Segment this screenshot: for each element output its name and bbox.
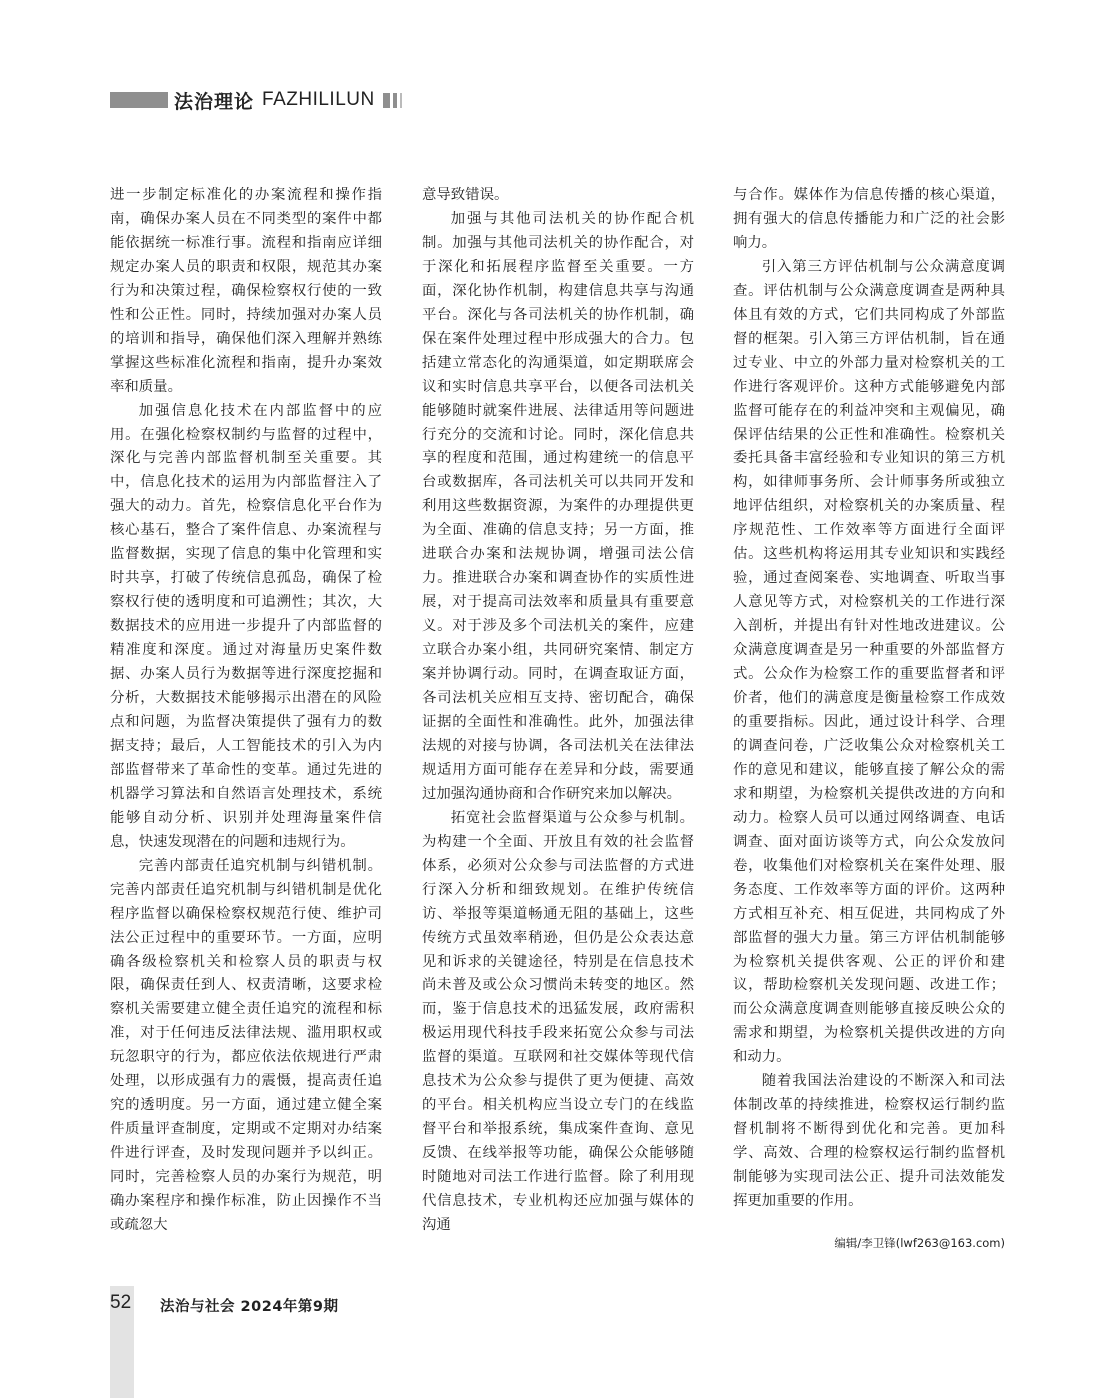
paragraph: 意导致错误。 [422,187,509,203]
header-bar-decoration [110,92,168,108]
header-marks-decoration [383,93,405,108]
paragraph: 引入第三方评估机制与公众满意度调查。评估机制与公众满意度调查是两种具体且有效的方式，它们共同构成了外部监督的框架。引入第三方评估机制，旨在通过专业、中立的外部力量对检察机关的工作进行客观评价。这种方式能够避免内部监督可能存在的利益冲突和主观偏见，确保评估结果的公正性和准确性。检察机关委托具备丰富经验和专业知识的第三方机构，如律师事务所、会计师事务所或独立地评估组织，对检察机关的办案质量、程序规范性、工作效率等方面进行全面评估。这些机构将运用其专业知识和实践经验，通过查阅案卷、实地调查、听取当事人意见等方式，对检察机关的工作进行深入剖析，并提出有针对性地改进建议。公众满意度调查是另一种重要的外部监督方式。公众作为检察工作的重要监督者和评价者，他们的满意度是衡量检察工作成效的重要指标。因此，通过设计科学、合理的调查问卷，广泛收集公众对检察机关工作的意见和建议，能够直接了解公众的需求和期望，为检察机关提供改进的方向和动力。检察人员可以通过网络调查、电话调查、面对面访谈等方式，向公众发放问卷，收集他们对检察机关在案件处理、服务态度、工作效率等方面的评价。这两种方式相互补充、相互促进，共同构成了外部监督的强大力量。第三方评估机制能够为检察机关提供客观、公正的评价和建议，帮助检察机关发现问题、改进工作；而公众满意度调查则能够直接反映公众的需求和期望，为检察机关提供改进的方向和动力。 [733,258,1005,1066]
paragraph: 与合作。媒体作为信息传播的核心渠道，拥有强大的信息传播能力和广泛的社会影响力。 [733,187,1005,251]
paragraph: 加强与其他司法机关的协作配合机制。加强与其他司法机关的协作配合，对于深化和拓展程序监督至关重要。一方面，深化协作机制，构建信息共享与沟通平台。深化与各司法机关的协作机制，确保在案件处理过程中形成强大的合力。包括建立常态化的沟通渠道，如定期联席会议和实时信息共享平台，以便各司法机关能够随时就案件进展、法律适用等问题进行充分的交流和讨论。同时，深化信息共享的程度和范围，通过构建统一的信息平台或数据库，各司法机关可以共同开发和利用这些数据资源，为案件的办理提供更为全面、准确的信息支持；另一方面，推进联合办案和法规协调，增强司法公信力。推进联合办案和调查协作的实质性进展，对于提高司法效率和质量具有重要意义。对于涉及多个司法机关的案件，应建立联合办案小组，共同研究案情、制定方案并协调行动。同时，在调查取证方面，各司法机关应相互支持、密切配合，确保证据的全面性和准确性。此外，加强法律法规的对接与协调，各司法机关在法律法规适用方面可能存在差异和分歧，需要通过加强沟通协商和合作研究来加以解决。 [422,210,694,802]
text-column-2 [422,184,694,1238]
paragraph: 加强信息化技术在内部监督中的应用。在强化检察权制约与监督的过程中，深化与完善内部监督机制至关重要。其中，信息化技术的运用为内部监督注入了强大的动力。首先，检察信息化平台作为核心基石，整合了案件信息、办案流程与监督数据，实现了信息的集中化管理和实时共享，打破了传统信息孤岛，确保了检察权行使的透明度和可追溯性；其次，大数据技术的应用进一步提升了内部监督的精准度和深度。通过对海量历史案件数据、办案人员行为数据等进行深度挖掘和分析，大数据技术能够揭示出潜在的风险点和问题，为监督决策提供了强有力的数据支持；最后，人工智能技术的引入为内部监督带来了革命性的变革。通过先进的机器学习算法和自然语言处理技术，系统能够自动分析、识别并处理海量案件信息，快速发现潜在的问题和违规行为。 [110,402,382,850]
editor-credit: 编辑/李卫锋(lwf263@163.com) [834,1236,1005,1250]
page-number: 52 [110,1292,132,1313]
section-title-cn: 法治理论 [174,90,255,113]
paragraph: 随着我国法治建设的不断深入和司法体制改革的持续推进，检察权运行制约监督机制将不断得到优化和完善。更加科学、高效、合理的检察权运行制约监督机制能够为实现司法公正、提升司法效能发挥更加重要的作用。 [733,1073,1005,1210]
text-column-3 [733,184,1005,1214]
paragraph: 进一步制定标准化的办案流程和操作指南，确保办案人员在不同类型的案件中都能依据统一标准行事。流程和指南应详细规定办案人员的职责和权限，规范其办案行为和决策过程，确保检察权行使的一致性和公正性。同时，持续加强对办案人员的培训和指导，确保他们深入理解并熟练掌握这些标准化流程和指南，提升办案效率和质量。 [110,187,382,395]
section-header [110,86,405,114]
text-column-1 [110,184,382,1238]
paragraph: 拓宽社会监督渠道与公众参与机制。为构建一个全面、开放且有效的社会监督体系，必须对公众参与司法监督的方式进行深入分析和细致规划。在维护传统信访、举报等渠道畅通无阻的基础上，这些传统方式虽效率稍逊，但仍是公众表达意见和诉求的关键途径，特别是在信息技术尚未普及或公众习惯尚未转变的地区。然而，鉴于信息技术的迅猛发展，政府需积极运用现代科技手段来拓宽公众参与司法监督的渠道。互联网和社交媒体等现代信息技术为公众参与提供了更为便捷、高效的平台。相关机构应当设立专门的在线监督平台和举报系统，集成案件查询、意见反馈、在线举报等功能，确保公众能够随时随地对司法工作进行监督。除了利用现代信息技术，专业机构还应加强与媒体的沟通 [422,809,694,1233]
section-title-en: FAZHILILUN [262,89,375,110]
journal-name: 法治与社会 2024年第9期 [160,1299,339,1315]
paragraph: 完善内部责任追究机制与纠错机制。完善内部责任追究机制与纠错机制是优化程序监督以确保检察权规范行使、维护司法公正过程中的重要环节。一方面，应明确各级检察机关和检察人员的职责与权限，确保责任到人、权责清晰，这要求检察机关需要建立健全责任追究的流程和标准，对于任何违反法律法规、滥用职权或玩忽职守的行为，都应依法依规进行严肃处理，以形成强有力的震慑，提高责任追究的透明度。另一方面，通过建立健全案件质量评查制度，定期或不定期对办结案件进行评查，及时发现问题并予以纠正。同时，完善检察人员的办案行为规范，明确办案程序和操作标准，防止因操作不当或疏忽大 [110,857,382,1233]
